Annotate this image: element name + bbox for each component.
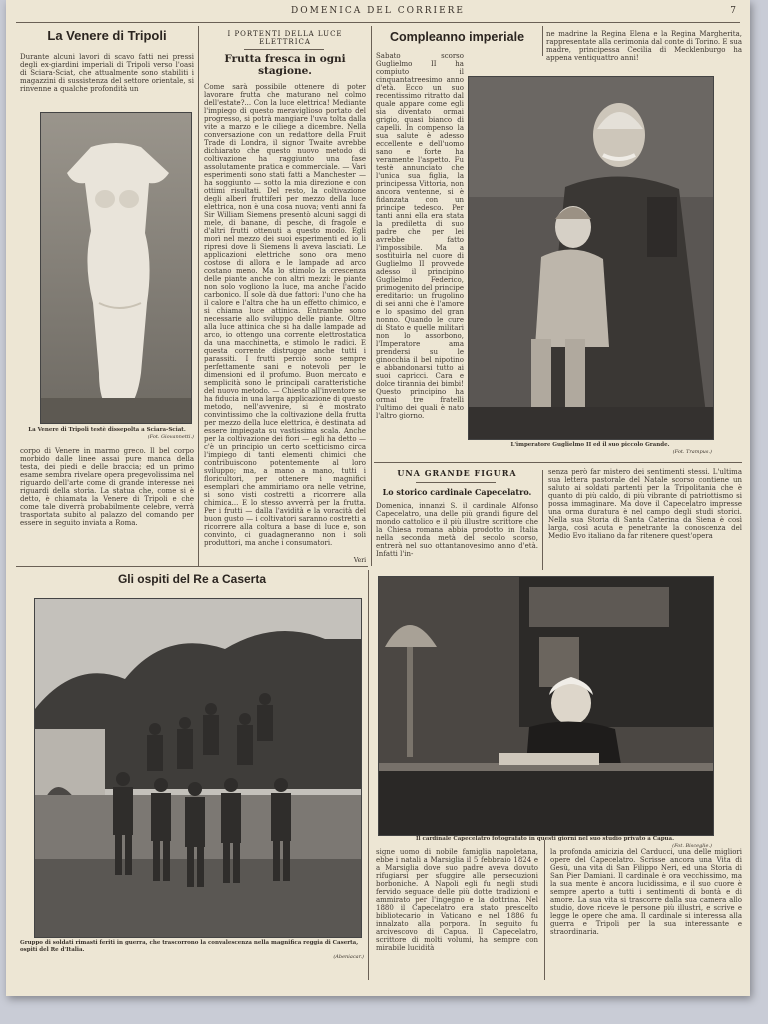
- compleanno-body: Sabato scorso Guglielmo II ha compiuto il cinquantatreesimo anno d'età. Ecco un suo recentissimo ritratto dal quale appare come egli sia diventato ormai grigio, quasi bianco di capelli. In compenso la sua salute è adesso eccellente e dell'uomo sano e forte ha veramente l'aspetto. Fu testè annunciato che l'unica sua figlia, la principessa Vittoria, non ancora ventenne, si è fidanzata con un principe tedesco. Per tanti anni ella era stata la prediletta di suo padre che per lei avrebbe fatto l'impossibile. Ma a sostituirla nel cuore di Guglielmo II provvede adesso il principino Guglielmo Federico, primogenito del principe ereditario: un frugolino di sei anni che è l'amore e lo spasimo del gran nonno. Quando le cure di Stato e quelle militari non lo assorbono, l'Imperatore ama prendersi su le ginocchia il bel nipotino e abbandonarsi tutto ai suoi capricci. Cara e dolce tirannia dei bimbi! Questo principino ha ormai tre fratelli l'ultimo dei quali è nato l'altro giorno.: [376, 52, 464, 420]
- caserta-title: Gli ospiti del Re a Caserta: [117, 572, 267, 586]
- grande-figura-kicker: UNA GRANDE FIGURA: [397, 468, 517, 478]
- venere-caption-text: La Venere di Tripoli testè dissepolta a Sciara-Sciat.: [28, 427, 186, 433]
- caserta-credit: (Abeniacar.): [333, 954, 364, 960]
- grande-figura-col2-block: [548, 468, 742, 572]
- venere-article: [20, 26, 194, 109]
- grande-figura-article: [376, 468, 538, 566]
- venere-caption: [20, 427, 194, 441]
- cardinale-bottom-col1-block: [376, 848, 538, 976]
- caserta-header: [20, 572, 364, 586]
- compleanno-body-block: [376, 52, 464, 438]
- grande-figura-body-col2: senza però far mistero dei sentimenti stessi. L'ultima sua lettera pastorale del Natale scorso contiene un saluto ai soldati partenti per la Tripolitania che è quanto di più caldo, di più vibrante di patriottismo si possa immaginare. Ma dove il Capecelatro impresse una orma duratura è nel campo degli studi storici. Nella sua Storia di Santa Caterina da Siena è così larga, così acuta e penetrante la conoscenza del Medio Evo italiano da far ritenere quest'opera: [548, 468, 742, 540]
- kicker-rule: [244, 49, 324, 50]
- venere-caption-block: [20, 427, 194, 547]
- newspaper-page: [6, 0, 750, 996]
- frutta-headline: Frutta fresca in ogni stagione.: [224, 53, 346, 77]
- compleanno-sidebar: ne madrine la Regina Elena e la Regina Margherita, rappresentate alla cerimonia dal conte di Torino. E sua madre, principessa Cecilia di Mecklenburgo ha appena ventiquattro anni!: [546, 30, 742, 62]
- grande-figura-headline: Lo storico cardinale Capecelatro.: [382, 487, 532, 497]
- venere-title: La Venere di Tripoli: [47, 28, 167, 43]
- column-rule: [368, 570, 369, 980]
- cardinale-bottom-col2-block: [550, 848, 742, 976]
- page-number: 7: [730, 6, 736, 16]
- frutta-signature: Veri: [353, 557, 366, 564]
- venere-credit: (Fot. Giovannetti.): [147, 434, 194, 440]
- kaiser-and-grandson-image: [469, 77, 713, 439]
- venere-photo: [40, 112, 192, 424]
- compleanno-caption-block: [468, 442, 712, 456]
- masthead: [16, 6, 740, 20]
- compleanno-credit: (Fot. Trampus.): [672, 449, 712, 455]
- compleanno-caption-text: L'imperatore Guglielmo II ed il suo piccolo Grande.: [510, 442, 670, 448]
- cardinale-credit: (Fot. Bisceglie.): [672, 843, 712, 849]
- venus-statue-image: [41, 113, 191, 423]
- caserta-caption-block: [20, 940, 364, 961]
- cardinale-photo: [378, 576, 714, 836]
- column-rule: [198, 26, 199, 566]
- caserta-caption: [20, 940, 364, 961]
- column-rule: [371, 26, 372, 566]
- kicker-rule: [416, 482, 496, 483]
- grande-figura-body: Domenica, innanzi S. il cardinale Alfonso Capecelatro, una delle più grandi figure del mondo cattolico e il più illustre scrittore che la Chiesa romana abbia prodotto in Italia nella seconda metà del secolo scorso, entrerà nel suo ottantanovesimo anno d'età. Infatti l'in-: [376, 502, 538, 558]
- compleanno-caption: [468, 442, 712, 456]
- venere-body: corpo di Venere in marmo greco. Il bel corpo morbido dalle linee assai pure manca della testa, dei piedi e delle braccia; ed un primo esame sembra rivelare opera pregevolissima nel riguardo dell'arte come di grande interesse nei riguardi della storia. La statua che, come si è detto, è chiamata la Venere di Tripoli e che come tale diverrà probabilmente celebre, verrà trasportata subito al palazzo del comando per essere in seguito inviata a Roma.: [20, 447, 194, 527]
- kaiser-photo: [468, 76, 714, 440]
- cardinale-bottom-col2: la profonda amicizia del Carducci, una delle migliori opere del Capecelatro. Scrisse ancora una Vita di Gesù, una vita di San Filippo Neri, ed una Storia di San Pier Damiani. Il cardinale è ora vecchissimo, ma la sua mente è ancora lucidissima, e il suo cuore è sempre aperto a tutti i sentimenti di bontà e di amore. La sua vita si trascorre dalla sua camera allo studio, dove riceve le persone più illustri, e scrive e legge le opere che ama. Il cardinale si interessa alla guerra e Tripoli per la sua interessante e straordinaria.: [550, 848, 742, 936]
- venere-intro: Durante alcuni lavori di scavo fatti nei pressi degli ex-giardini imperiali di Tripoli verso l'oasi di Sciara-Sciat, che attualmente sono stabiliti i magazzini di sussistenza del settore orientale, si rinvenne a qualche profondità un: [20, 53, 194, 93]
- frutta-article: [204, 30, 366, 564]
- cardinale-caption-text: Il cardinale Capecelatro fotografato in questi giorni nel suo studio privato a Capua.: [415, 836, 675, 842]
- compleanno-title: Compleanno imperiale: [389, 30, 525, 44]
- caserta-caption-text: Gruppo di soldati rimasti feriti in guerra, che trascorrono la convalescenza nella magnifica reggia di Caserta, ospiti del Re d'Italia.: [20, 940, 359, 953]
- section-rule: [374, 462, 742, 463]
- column-rule: [542, 26, 543, 56]
- soldiers-group: [35, 599, 361, 937]
- caserta-photo: [34, 598, 362, 938]
- cardinale-bottom-col1: signe uomo di nobile famiglia napoletana, ebbe i natali a Marsiglia il 5 febbraio 1824 e a Marsiglia dove suo padre aveva dovuto rifugiarsi per sfuggire alle persecuzioni borboniche. A Napoli egli fu negli studi fervido seguace delle più dotte tradizioni e ammirato per l'ingegno e la dottrina. Nel 1880 il Capecelatro era stato prescelto bibliotecario in Vaticano e nel 1886 fu innalzato alla porpora. In seguito fu arcivescovo di Capua. Il Capecelatro, scrittore di molti volumi, ha sempre con mirabile lucidità: [376, 848, 538, 952]
- section-rule: [16, 566, 368, 567]
- cardinal-study-image: [379, 577, 713, 835]
- top-rule: [16, 22, 740, 23]
- compleanno-header: [376, 30, 538, 44]
- frutta-kicker: I PORTENTI DELLA LUCE ELETTRICA: [227, 30, 343, 46]
- column-rule: [544, 840, 545, 980]
- column-rule: [542, 470, 543, 570]
- frutta-body: Come sarà possibile ottenere di poter lavorare frutta che maturano nel colmo dell'estate?... Con la luce elettrica! Mediante l'impiego di questo meraviglioso portato del progresso, si potrà mangiare l'uva tolta dalla vite a marzo e le ciliege a dicembre. Nella conversazione con un redattore della Fruit Trade di Londra, il signor Twaite avrebbe dichiarato che questo nuovo metodo di coltivazione ha raggiunto una fase assolutamente pratica e commerciale. — Vari esperimenti sono stati fatti a Manchester — ha soggiunto — sotto la mia direzione e con ottimi risultati. Del resto, la coltivazione degli alberi fruttiferi per mezzo della luce elettrica, non è una cosa nuova; venti anni fa Sir William Siemens presentò alcuni saggi di mele, di banane, di pesche, di fragole e d'altri frutti ottenuti a questo modo. Egli morì nel mezzo dei suoi esperimenti ed io li ripresi dove li Siemens li aveva lasciati. Le applicazioni elettriche sono ora meno costose di allora e le lampade ad arco costano meno. Ma lo stimolo la crescenza delle piante anche con altri mezzi: le piante non solo vogliono la luce, ma anche l'acido carbonico. Il sole dà due fattori: l'uno che ha il calore e l'altra che ha un effetto chimico, e si chiama luce attinica. Entrambe sono necessarie allo sviluppo delle piante. Oltre alla luce attinica che si ha dalle lampade ad arco, io ottengo una corrente elettrostatica da una macchinetta, e stimolo le radici. E questa corrente distrugge anche tutti i parassiti. I frutti perciò sono sempre perfettamente sani e notevoli per le dimensioni ed il profumo. Buon mercato e semplicità sono le principali caratteristiche del nuovo metodo. — Chiesto all'inventore se ha fiducia in una larga applicazione di questo metodo, nell'avvenire, si è mostrato convintissimo che la coltivazione della frutta per mezzo della luce elettrica, è destinata ad essere impiegata su vastissima scala. Anche per la coltivazione dei fiori — egli ha detto — c'è un principio un certo scetticismo circa l'impiego di tanti elementi chimici che contribuiscono potentemente al loro sviluppo; ma, a mano a mano, tutti i floricultori, per ottenere i magnifici esemplari che ammiriamo ora nelle vetrine, si sono visti costretti a ricorrere alla chimica... E lo stesso avverrà per la frutta. Per i frutti — dalla l'avidità e la voracità del buon gusto — i coltivatori saranno costretti a ricorrere alla coltura a base di luce e, son convinto, ci guadagneranno non i soli produttori, ma anche i consumatori.: [204, 83, 366, 547]
- masthead-title: DOMENICA DEL CORRIERE: [291, 6, 465, 16]
- compleanno-sidebar-block: [546, 30, 742, 62]
